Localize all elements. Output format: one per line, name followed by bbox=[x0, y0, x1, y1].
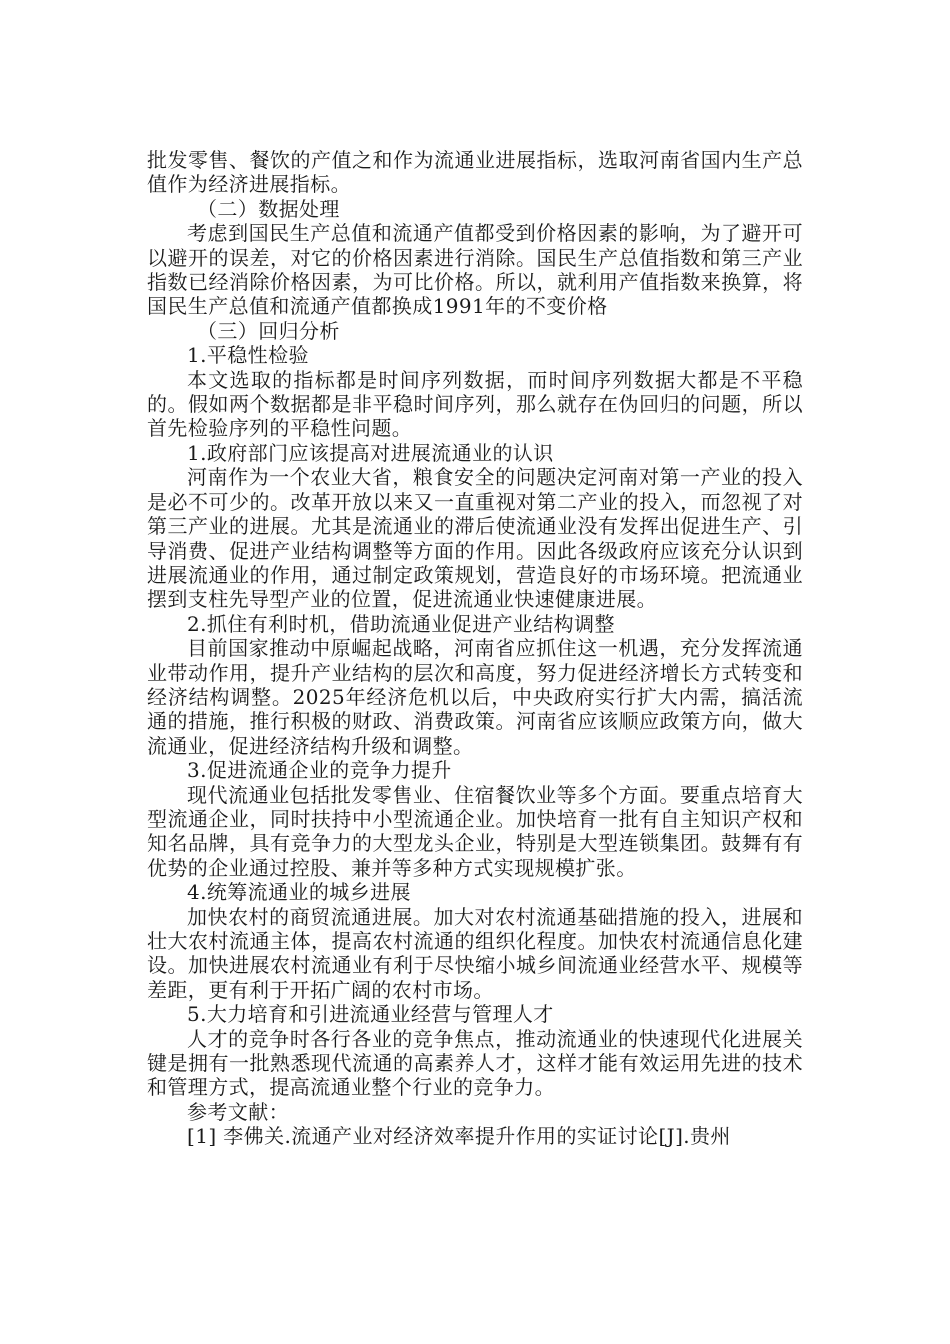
paragraph-competitiveness: 现代流通业包括批发零售业、住宿餐饮业等多个方面。要重点培育大型流通企业，同时扶持中小型流通企业。加快培育一批有自主知识产权和知名品牌，具有竞争力的大型龙头企业，特别是大型连锁集团。鼓舞有有优势的企业通过控股、兼并等多种方式实现规模扩张。 bbox=[147, 782, 803, 880]
paragraph-government-awareness: 河南作为一个农业大省，粮食安全的问题决定河南对第一产业的投入是必不可少的。改革开放以来又一直重视对第二产业的投入，而忽视了对第三产业的进展。尤其是流通业的滞后使流通业没有发挥出促进生产、引导消费、促进产业结构调整等方面的作用。因此各级政府应该充分认识到进展流通业的作用，通过制定政策规划，营造良好的市场环境。把流通业摆到支柱先导型产业的位置，促进流通业快速健康进展。 bbox=[147, 465, 803, 612]
heading-stationarity-test: 1.平稳性检验 bbox=[187, 343, 309, 368]
reference-item-1: [1] 李佛关.流通产业对经济效率提升作用的实证讨论[J].贵州 bbox=[187, 1124, 731, 1149]
heading-references: 参考文献： bbox=[187, 1099, 289, 1124]
heading-urban-rural: 4.统筹流通业的城乡进展 bbox=[187, 880, 411, 905]
paragraph-data-processing: 考虑到国民生产总值和流通产值都受到价格因素的影响，为了避开可以避开的误差，对它的价格因素进行消除。国民生产总值指数和第三产业指数已经消除价格因素，为可比价格。所以，就利用产值指数来换算，将国民生产总值和流通产值都换成1991年的不变价格 bbox=[147, 221, 803, 319]
paragraph-continued: 批发零售、餐饮的产值之和作为流通业进展指标，选取河南省国内生产总值作为经济进展指标。 bbox=[147, 148, 803, 197]
heading-competitiveness: 3.促进流通企业的竞争力提升 bbox=[187, 758, 452, 783]
paragraph-industrial-restructuring: 目前国家推动中原崛起战略，河南省应抓住这一机遇，充分发挥流通业带动作用，提升产业结构的层次和高度，努力促进经济增长方式转变和经济结构调整。2025年经济危机以后，中央政府实行扩大内需，搞活流通的措施，推行积极的财政、消费政策。河南省应该顺应政策方向，做大流通业，促进经济结构升级和调整。 bbox=[147, 636, 803, 758]
heading-talent: 5.大力培育和引进流通业经营与管理人才 bbox=[187, 1002, 554, 1027]
paragraph-urban-rural: 加快农村的商贸流通进展。加大对农村流通基础措施的投入，进展和壮大农村流通主体，提高农村流通的组织化程度。加快农村流通信息化建设。加快进展农村流通业有利于尽快缩小城乡间流通业经营水平、规模等差距，更有利于开拓广阔的农村市场。 bbox=[147, 904, 803, 1002]
section-heading-data-processing: （二）数据处理 bbox=[197, 196, 340, 221]
heading-industrial-restructuring: 2.抓住有利时机，借助流通业促进产业结构调整 bbox=[187, 611, 615, 636]
paragraph-talent: 人才的竞争时各行各业的竞争焦点，推动流通业的快速现代化进展关键是拥有一批熟悉现代流通的高素养人才，这样才能有效运用先进的技术和管理方式，提高流通业整个行业的竞争力。 bbox=[147, 1026, 803, 1100]
section-heading-regression: （三）回归分析 bbox=[197, 318, 340, 343]
paragraph-stationarity: 本文选取的指标都是时间序列数据，而时间序列数据大都是不平稳的。假如两个数据都是非平稳时间序列，那么就存在伪回归的问题，所以首先检验序列的平稳性问题。 bbox=[147, 367, 803, 441]
heading-government-awareness: 1.政府部门应该提高对进展流通业的认识 bbox=[187, 440, 554, 465]
document-page bbox=[147, 148, 803, 1149]
